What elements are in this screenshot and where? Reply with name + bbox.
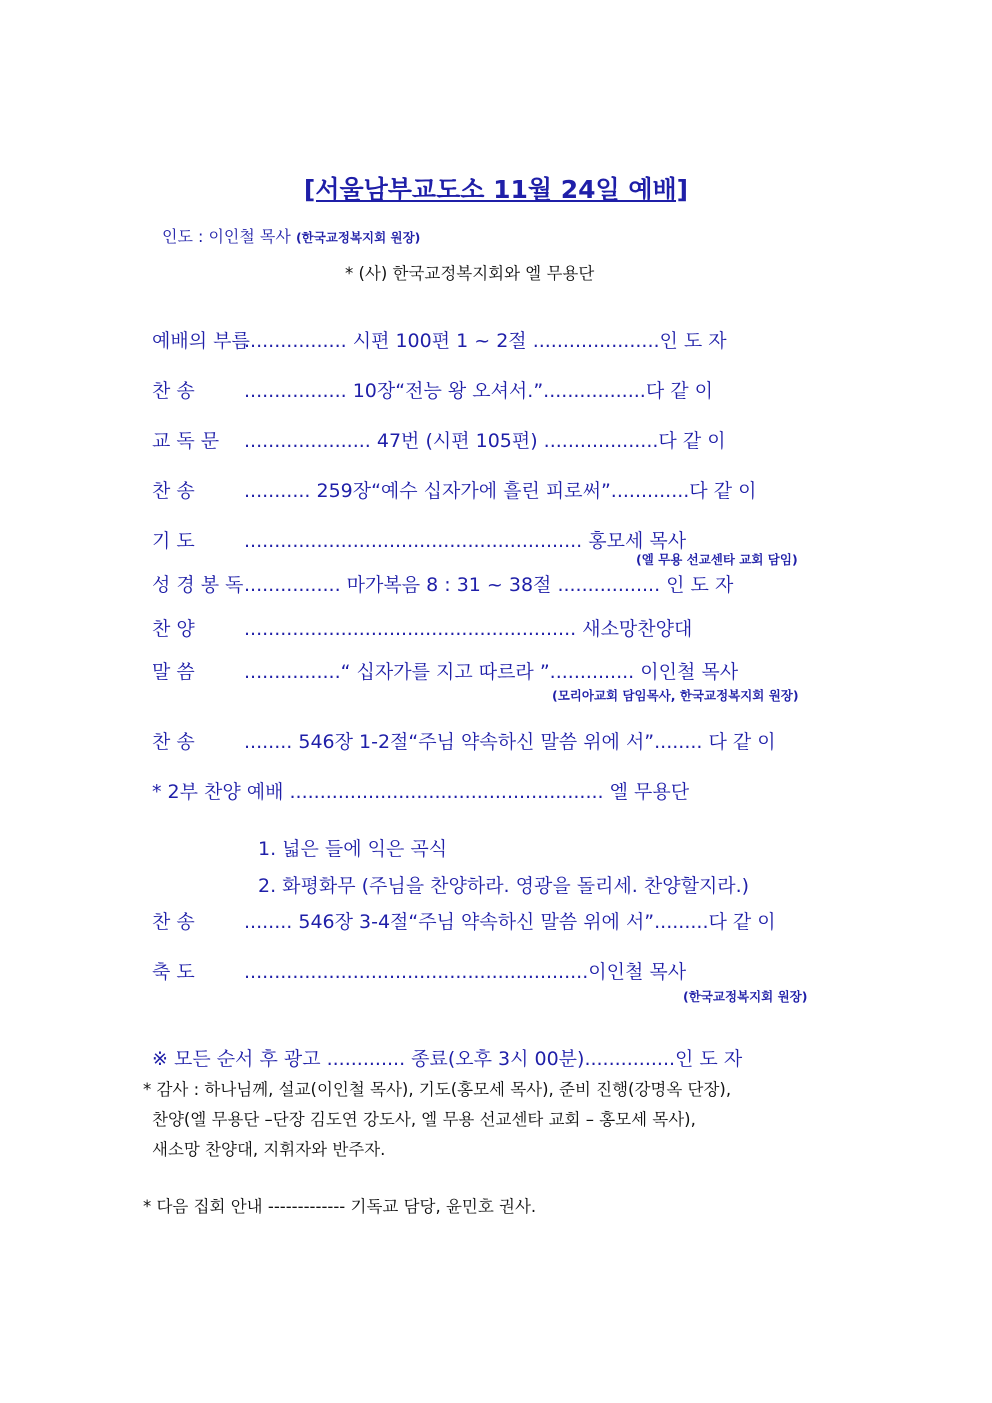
order-row (152, 657, 738, 684)
order-content: ....................................................... 새소망찬양대 (244, 618, 693, 640)
order-label: 말 씀 (152, 661, 195, 683)
order-row (152, 727, 776, 754)
order-label: 찬 송 (152, 911, 195, 933)
order-content: ........................................................ 홍모세 목사 (244, 530, 687, 552)
subtitle: * (사) 한국교정복지회와 엘 무용단 (345, 264, 595, 283)
order-content: ................“ 십자가를 지고 따르라 ”.............. 이인철 목사 (244, 661, 739, 683)
order-label: 교 독 문 (152, 430, 220, 452)
order-content: .........................................................이인철 목사 (244, 961, 687, 983)
order-row (152, 907, 776, 934)
leader-note: (한국교정복지회 원장) (295, 230, 421, 245)
order-row (152, 426, 726, 453)
order-row (152, 476, 756, 503)
order-label: 찬 송 (152, 480, 195, 502)
dance-item: 2. 화평화무 (주님을 찬양하라. 영광을 돌리세. 찬양할지라.) (258, 875, 750, 897)
thanks-line: * 감사 : 하나님께, 설교(이인철 목사), 기도(홍모세 목사), 준비 진행(강명옥 단장), (143, 1080, 732, 1099)
leader-text: 인도 : 이인철 목사 (162, 227, 291, 246)
order-content: ..................... 47번 (시편 105편) ...................다 같 이 (244, 430, 726, 452)
order-row (152, 570, 733, 597)
prayer-note: (엘 무용 선교센타 교회 담임) (636, 552, 798, 567)
order-content: ................. 10장“전능 왕 오셔서.”.................다 같 이 (244, 380, 713, 402)
thanks-line: 찬양(엘 무용단 –단장 김도연 강도사, 엘 무용 선교센타 교회 – 홍모세 목사), (152, 1110, 696, 1129)
order-content: ........... 259장“예수 십자가에 흘린 피로써”.............다 같 이 (244, 480, 757, 502)
order-label: 축 도 (152, 961, 195, 983)
order-content: ........ 546장 3-4절“주님 약속하신 말씀 위에 서”.........다 같 이 (244, 911, 776, 933)
next-meeting: * 다음 집회 안내 ------------- 기독교 담당, 윤민호 권사. (143, 1197, 537, 1216)
order-label: 기 도 (152, 530, 195, 552)
order-content: ................ 마가복음 8 : 31 ~ 38절 ................. 인 도 자 (244, 574, 734, 596)
thanks-line: 새소망 찬양대, 지휘자와 반주자. (152, 1140, 386, 1159)
order-label: 성 경 봉 독 (152, 574, 244, 596)
order-row (152, 326, 727, 353)
order-label: 찬 송 (152, 380, 195, 402)
page-title: [서울남부교도소 11월 24일 예배] (303, 175, 689, 204)
order-content: ................. 시편 100편 1 ~ 2절 .....................인 도 자 (244, 330, 727, 352)
order-row (152, 957, 686, 984)
order-row (152, 614, 692, 641)
order-label: 찬 송 (152, 731, 195, 753)
leader-line (162, 224, 420, 247)
order-label: 찬 양 (152, 618, 195, 640)
order-label: 예배의 부름 (152, 330, 250, 352)
order-content: ........ 546장 1-2절“주님 약속하신 말씀 위에 서”........ 다 같 이 (244, 731, 776, 753)
blessing-note: (한국교정복지회 원장) (683, 989, 808, 1004)
part2-line: * 2부 찬양 예배 .................................................... 엘 무용단 (152, 781, 690, 803)
dance-item: 1. 넓은 들에 익은 곡식 (258, 838, 448, 860)
closing-line: ※ 모든 순서 후 광고 ............. 종료(오후 3시 00분)...............인 도 자 (152, 1048, 743, 1070)
order-row (152, 526, 686, 553)
sermon-note: (모리아교회 담임목사, 한국교정복지회 원장) (552, 688, 799, 703)
order-row (152, 376, 713, 403)
